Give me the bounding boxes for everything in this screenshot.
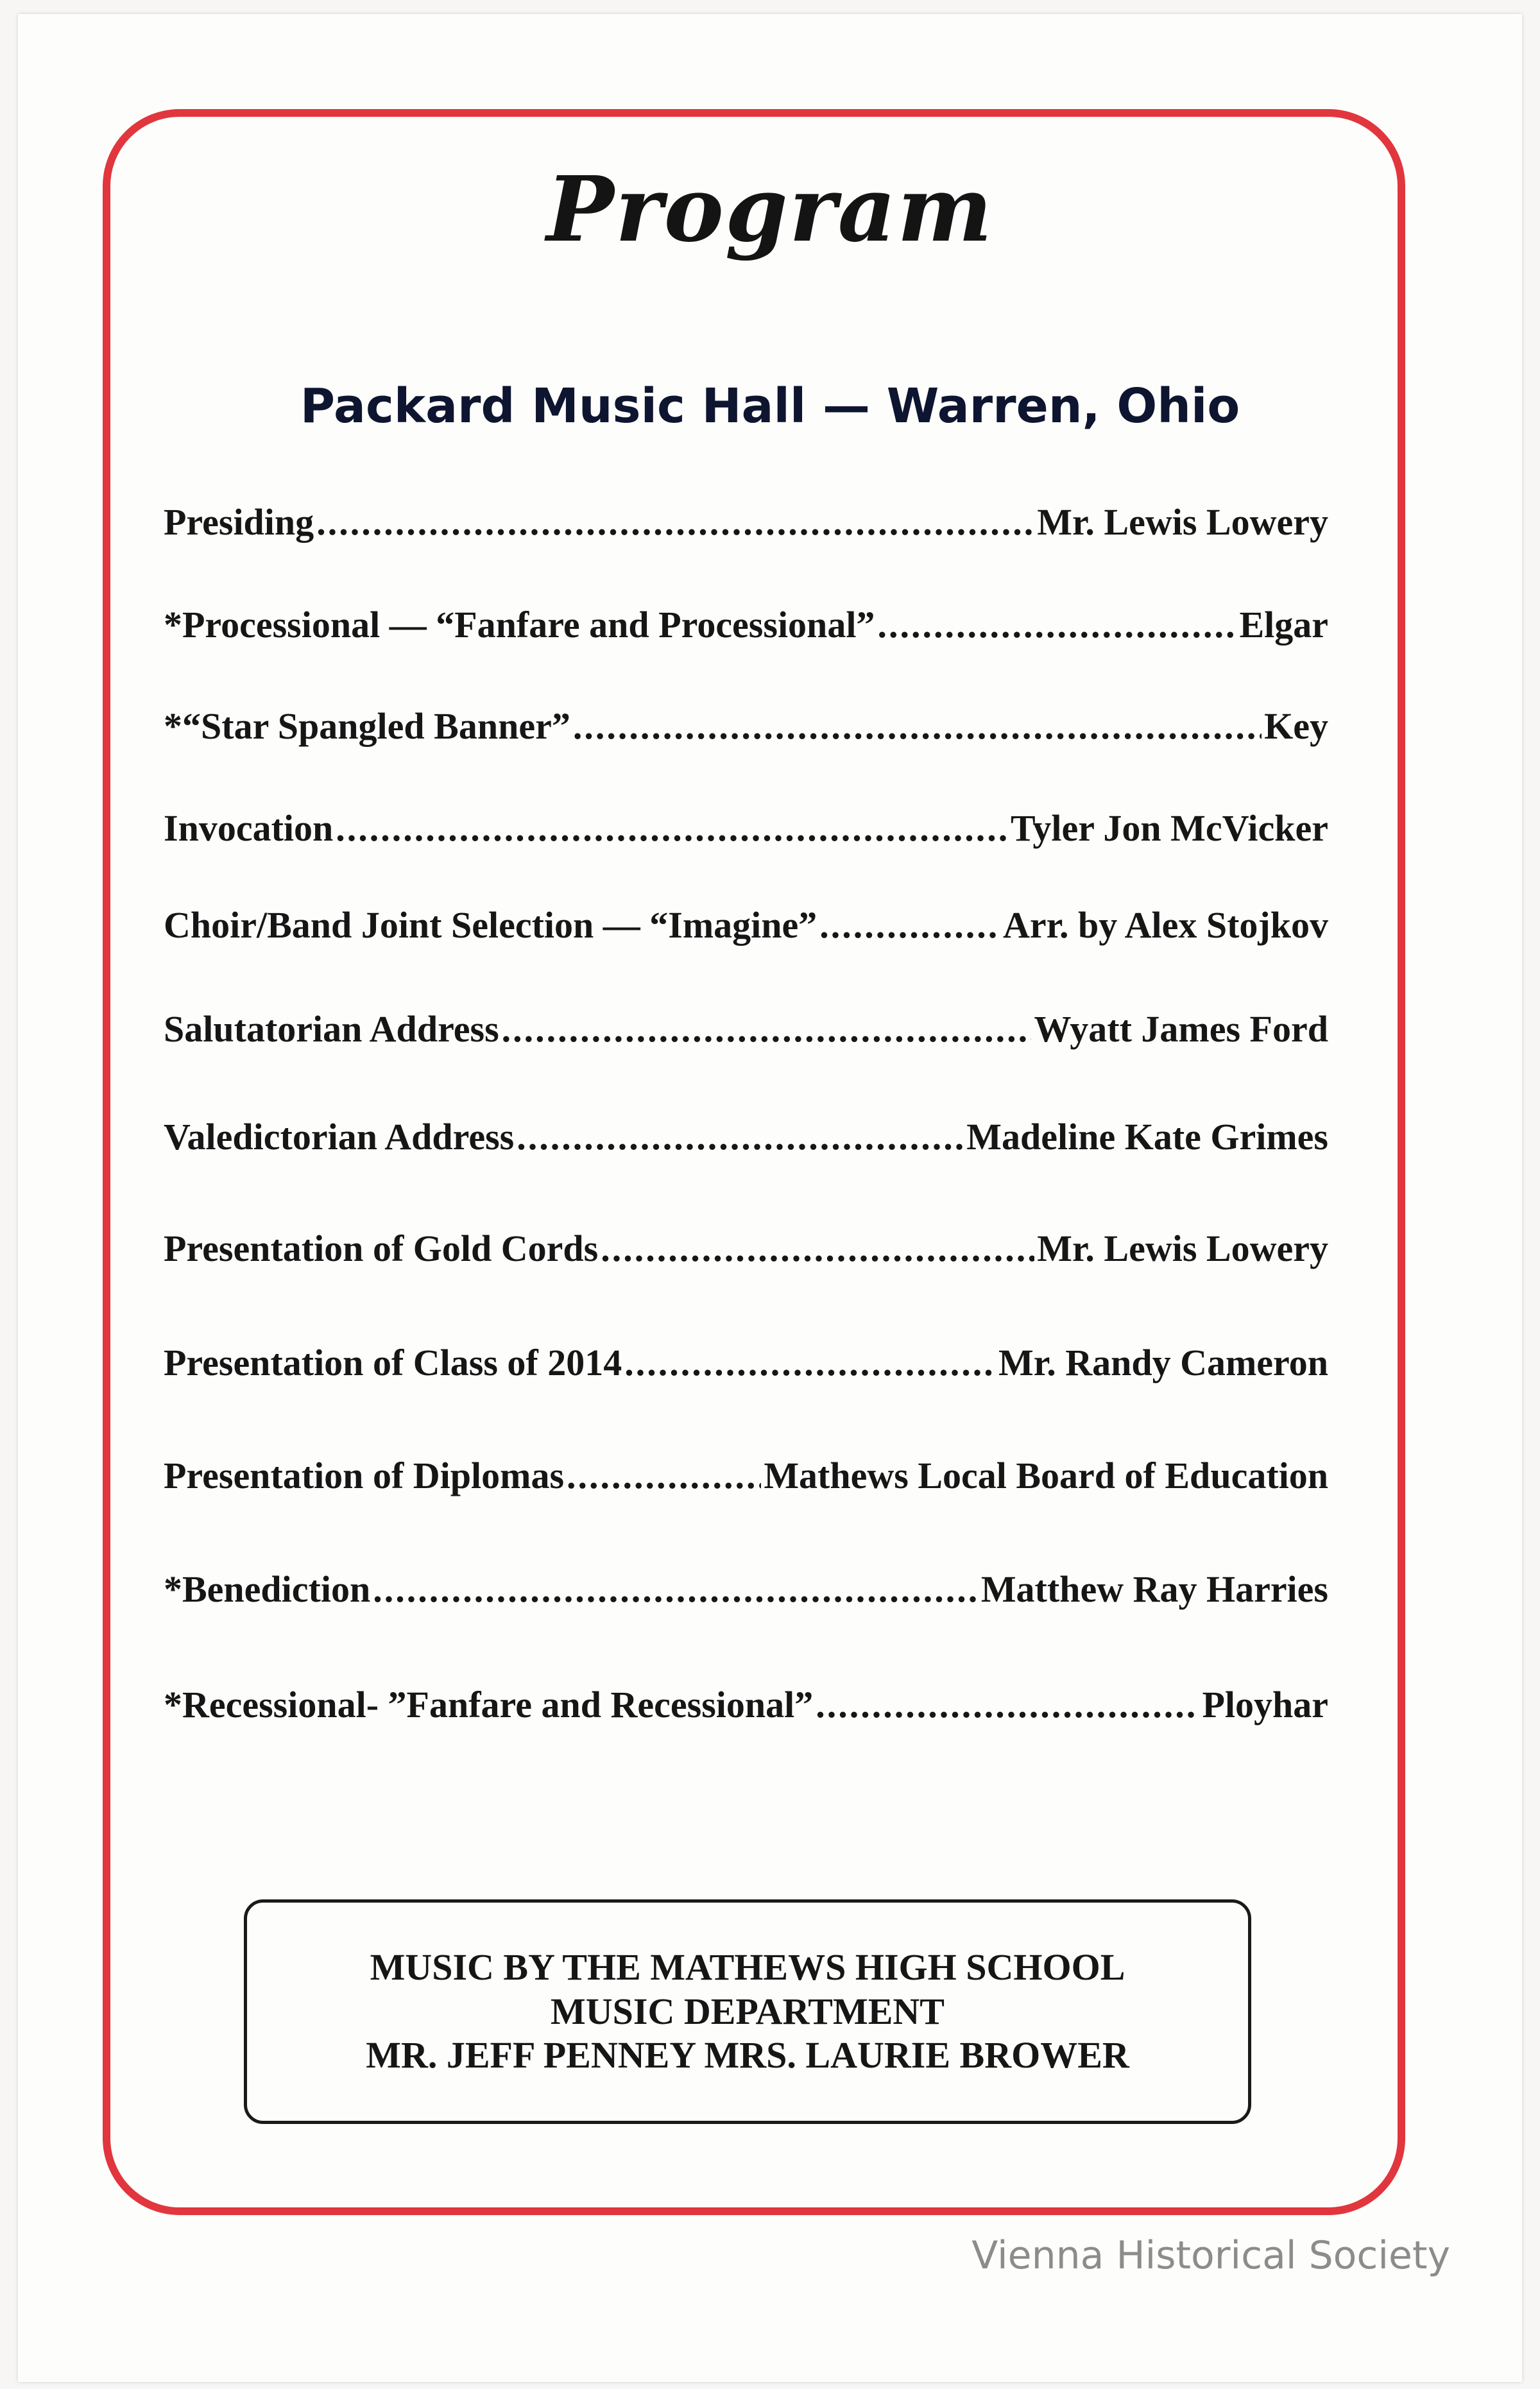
dot-leader: [517, 1115, 964, 1158]
item-label: *Processional — “Fanfare and Processional”: [164, 604, 875, 646]
program-item: [164, 903, 1328, 946]
credits-line: MUSIC DEPARTMENT: [551, 1990, 945, 2032]
dot-leader: [502, 1007, 1032, 1050]
dot-leader: [316, 501, 1034, 544]
item-label: *Recessional- ”Fanfare and Recessional”: [164, 1684, 814, 1725]
program-item: [164, 501, 1328, 544]
dot-leader: [567, 1454, 761, 1497]
dot-leader: [336, 807, 1008, 850]
item-value: Mathews Local Board of Education: [764, 1455, 1328, 1496]
program-item: [164, 1683, 1328, 1726]
dot-leader: [877, 603, 1236, 646]
item-value: Elgar: [1239, 604, 1328, 646]
watermark: Vienna Historical Society: [971, 2233, 1450, 2278]
dot-leader: [373, 1568, 979, 1611]
item-label: Presentation of Diplomas: [164, 1455, 565, 1496]
credits-line: MUSIC BY THE MATHEWS HIGH SCHOOL: [370, 1946, 1125, 1989]
item-label: Presiding: [164, 501, 314, 543]
program-item: [164, 807, 1328, 850]
dot-leader: [573, 705, 1262, 748]
page-title: Program: [546, 157, 994, 262]
item-value: Tyler Jon McVicker: [1010, 807, 1328, 849]
program-item: [164, 1568, 1328, 1611]
item-label: *“Star Spangled Banner”: [164, 705, 570, 747]
dot-leader: [819, 903, 1000, 946]
item-value: Key: [1264, 705, 1328, 747]
music-credits-box: [244, 1899, 1251, 2124]
program-item: [164, 705, 1328, 748]
item-value: Mr. Randy Cameron: [998, 1342, 1328, 1383]
item-value: Arr. by Alex Stojkov: [1003, 904, 1328, 946]
dot-leader: [816, 1683, 1199, 1726]
item-label: Valedictorian Address: [164, 1116, 515, 1158]
program-item: [164, 603, 1328, 646]
item-label: *Benediction: [164, 1568, 371, 1610]
dot-leader: [624, 1341, 996, 1384]
program-item: [164, 1115, 1328, 1158]
dot-leader: [601, 1227, 1034, 1270]
item-value: Matthew Ray Harries: [980, 1568, 1328, 1610]
item-label: Invocation: [164, 807, 334, 849]
item-value: Mr. Lewis Lowery: [1037, 1228, 1328, 1269]
item-label: Presentation of Gold Cords: [164, 1228, 599, 1269]
program-item: [164, 1227, 1328, 1270]
program-item: [164, 1454, 1328, 1497]
item-label: Choir/Band Joint Selection — “Imagine”: [164, 904, 817, 946]
item-label: Salutatorian Address: [164, 1008, 499, 1050]
program-item: [164, 1007, 1328, 1050]
item-label: Presentation of Class of 2014: [164, 1342, 622, 1383]
item-value: Mr. Lewis Lowery: [1037, 501, 1328, 543]
program-item: [164, 1341, 1328, 1384]
venue-heading: Packard Music Hall — Warren, Ohio: [300, 379, 1240, 434]
item-value: Wyatt James Ford: [1034, 1008, 1328, 1050]
item-value: Madeline Kate Grimes: [966, 1116, 1328, 1158]
credits-line: MR. JEFF PENNEY MRS. LAURIE BROWER: [366, 2034, 1129, 2076]
item-value: Ployhar: [1202, 1684, 1328, 1725]
